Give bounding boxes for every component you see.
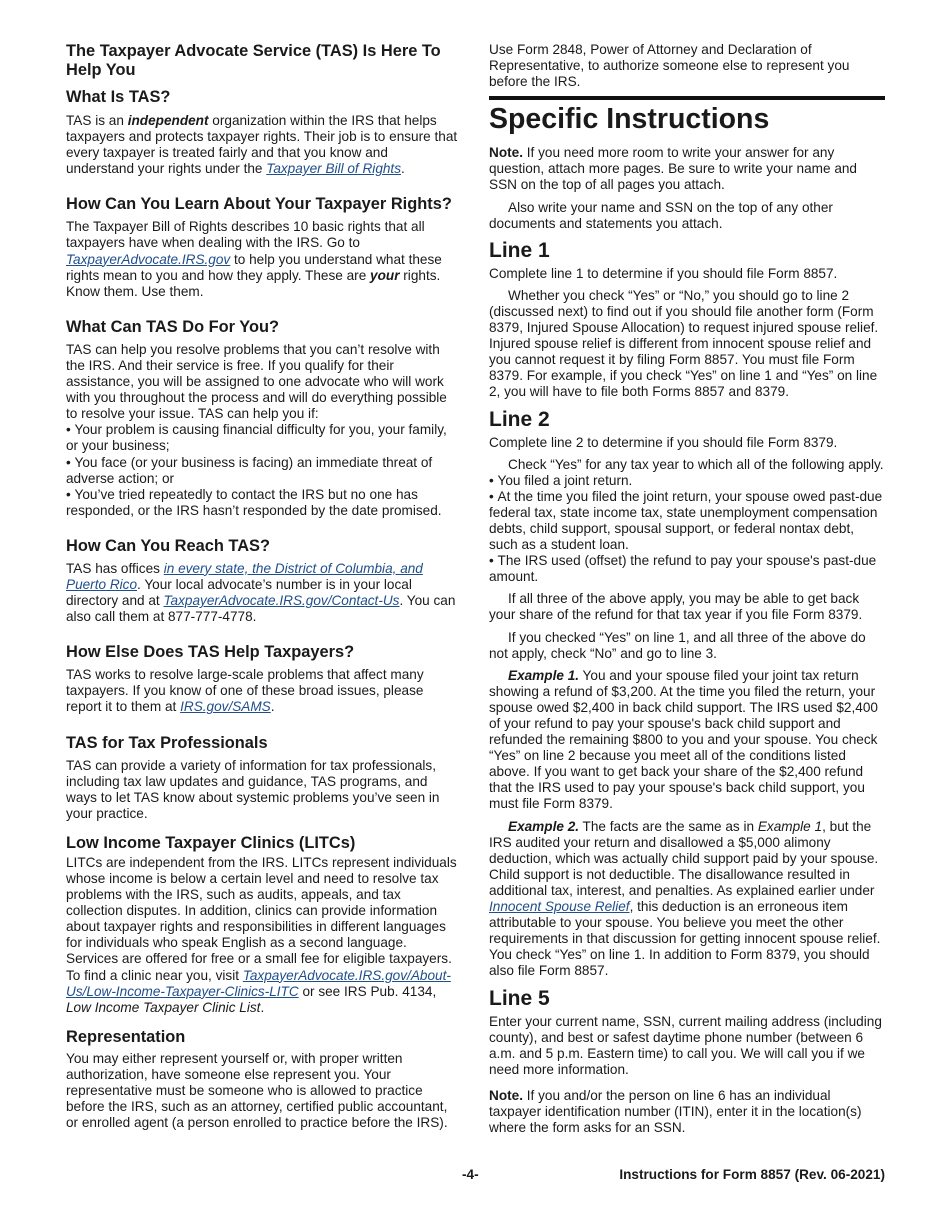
litc-heading: Low Income Taxpayer Clinics (LITCs): [66, 833, 356, 852]
innocent-spouse-relief-link[interactable]: Innocent Spouse Relief: [489, 899, 630, 915]
tax-pros-heading: TAS for Tax Professionals: [66, 733, 268, 752]
line-2-not-apply: If you checked “Yes” on line 1, and all three of the above do not apply, check “No” and go to line 3.: [489, 629, 866, 661]
line-2-all-three: If all three of the above apply, you may be able to get back your share of the refund for that tax year if you file Form 8379.: [489, 591, 863, 623]
taxpayer-bill-of-rights-link[interactable]: Taxpayer Bill of Rights: [266, 161, 402, 177]
example-1-paragraph: Example 1. You and your spouse filed your joint tax return showing a refund of $3,200. At the time you filed the return, your spouse owed $2,400 in back child support. The IRS used $2,400 of your refund to pay your spouse's back child support and refunded the remaining $800 to you and your spouse. You check “Yes” on line 2 because you meet all of the conditions listed above. If you want to get back your share of the $2,400 refund that the IRS used to pay your spouse's back child support, you must file Form 8379.: [489, 667, 878, 812]
list-item: • You’ve tried repeatedly to contact the IRS but no one has responded, or the IRS hasn’t responded by the date promised.: [66, 487, 458, 519]
list-item: • Your problem is causing financial difficulty for you, your family, or your business;: [66, 422, 458, 454]
specific-instructions-title: Specific Instructions: [489, 103, 770, 136]
sams-link[interactable]: IRS.gov/SAMS: [180, 699, 271, 715]
list-item: • You face (or your business is facing) an immediate threat of adverse action; or: [66, 455, 458, 487]
tas-title: The Taxpayer Advocate Service (TAS) Is Here To Help You: [66, 42, 441, 79]
litc-paragraph: LITCs are independent from the IRS. LITCs represent individuals whose income is below a certain level and need to resolve tax problems with the IRS, such as audits, appeals, and tax collection disputes. In addition, clinics can provide information about taxpayer rights and responsibilities in different languages for individuals who speak English as a second language. Services are offered for free or a small fee for eligible taxpayers. To find a clinic near you, visit TaxpayerAdvocate.IRS.gov/About-Us/Low-Income-Taxpayer-Clinics-LITC or see IRS Pub. 4134, Low Income Taxpayer Clinic List.: [66, 854, 457, 1015]
litc-link[interactable]: TaxpayerAdvocate.IRS.gov/About-Us/Low-Income-Taxpayer-Clinics-LITC: [66, 967, 451, 999]
what-is-tas-paragraph: TAS is an independent organization within the IRS that helps taxpayers and protects taxpayer rights. Their job is to ensure that every taxpayer is treated fairly and that you know and understand your rights under the Taxpayer Bill of Rights.: [66, 113, 458, 177]
right-column: [489, 42, 885, 1136]
line-1-title: Line 1: [489, 238, 550, 262]
line-2-intro: Complete line 2 to determine if you should file Form 8379.: [489, 434, 838, 450]
line-5-title: Line 5: [489, 986, 550, 1010]
page-number: -4-: [462, 1167, 479, 1182]
line-1-paragraph: Whether you check “Yes” or “No,” you should go to line 2 (discussed next) to find out if you should file another form (Form 8379, Injured Spouse Allocation) to request injured spouse relief. Injured spouse relief is different from innocent spouse relief and you cannot request it by filing Form 8857. You must file Form 8379. For example, if you check “Yes” on line 1 and “Yes” on line 2, you will have to file both Forms 8857 and 8379.: [489, 287, 879, 400]
line-2-check: Check “Yes” for any tax year to which all of the following apply.: [508, 456, 884, 472]
offices-link[interactable]: in every state, the District of Columbia, and Puerto Rico: [66, 560, 423, 592]
also-paragraph: Also write your name and SSN on the top of any other documents and statements you attach.: [489, 199, 833, 231]
form-2848-paragraph: Use Form 2848, Power of Attorney and Declaration of Representative, to authorize someone else to represent you before the IRS.: [489, 42, 850, 90]
note-itin-paragraph: Note. If you and/or the person on line 6 has an individual taxpayer identification number (ITIN), enter it in the location(s) where the form asks for an SSN.: [489, 1087, 862, 1136]
tas-do-heading: What Can TAS Do For You?: [66, 317, 280, 336]
else-help-heading: How Else Does TAS Help Taxpayers?: [66, 643, 355, 662]
line-5-paragraph: Enter your current name, SSN, current mailing address (including county), and best or safest daytime phone number (between 6 a.m. and 5 p.m. Eastern time) to call you. We will call you if we need more information.: [489, 1013, 882, 1077]
left-column: [66, 42, 458, 1131]
form-footer-title: Instructions for Form 8857 (Rev. 06-2021): [619, 1167, 885, 1182]
note-paragraph: Note. If you need more room to write your answer for any question, attach more pages. Be sure to write your name and SSN on the top of all pages you attach.: [489, 145, 857, 193]
list-item: • You filed a joint return.: [489, 473, 885, 489]
tax-pros-paragraph: TAS can provide a variety of information for tax professionals, including tax law updates and guidance, TAS programs, and ways to let TAS know about systemic problems you’ve seen in your practice.: [66, 757, 440, 821]
contact-us-link[interactable]: TaxpayerAdvocate.IRS.gov/Contact-Us: [163, 593, 400, 609]
reach-tas-heading: How Can You Reach TAS?: [66, 536, 270, 555]
representation-heading: Representation: [66, 1027, 186, 1046]
list-item: • The IRS used (offset) the refund to pay your spouse's past-due amount.: [489, 553, 885, 585]
example-2-paragraph: Example 2. The facts are the same as in Example 1, but the IRS audited your return and disallowed a $5,000 alimony deduction, which was actually child support paid by your spouse. Child support is not deductible. The disallowance resulted in additional tax, interest, and penalties. As explained earlier under Innocent Spouse Relief, this deduction is an erroneous item attributable to your spouse. You believe you meet the other requirements in that discussion for getting innocent spouse relief. You check “Yes” on line 1. In addition to Form 8379, you should also file Form 8857.: [489, 818, 881, 979]
line-2-title: Line 2: [489, 407, 550, 431]
section-rule: [489, 96, 885, 100]
list-item: • At the time you filed the joint return, your spouse owed past-due federal tax, state income tax, state unemployment compensation debts, child support, spousal support, or federal nontax debt, such as a student loan.: [489, 489, 885, 553]
taxpayer-advocate-link[interactable]: TaxpayerAdvocate.IRS.gov: [66, 251, 231, 267]
learn-rights-paragraph: The Taxpayer Bill of Rights describes 10 basic rights that all taxpayers have when dealing with the IRS. Go to TaxpayerAdvocate.IRS.gov to help you understand what these rights mean to you and how they apply. These are your rights. Know them. Use them.: [66, 219, 442, 299]
tas-do-paragraph: TAS can help you resolve problems that you can’t resolve with the IRS. And their service is free. If you qualify for their assistance, you will be assigned to one advocate who will work with you throughout the process and will do everything possible to resolve your issue. TAS can help you if:: [66, 341, 447, 422]
else-help-paragraph: TAS works to resolve large-scale problems that affect many taxpayers. If you know of one of these broad issues, please report it to them at IRS.gov/SAMS.: [66, 667, 424, 715]
learn-rights-heading: How Can You Learn About Your Taxpayer Rights?: [66, 195, 452, 214]
what-is-tas-heading: What Is TAS?: [66, 88, 171, 106]
line-1-intro: Complete line 1 to determine if you should file Form 8857.: [489, 265, 838, 281]
reach-tas-paragraph: TAS has offices in every state, the District of Columbia, and Puerto Rico. Your local advocate’s number is in your local directory and at TaxpayerAdvocate.IRS.gov/Contact-Us. You can also call them at 877-777-4778.: [66, 560, 456, 625]
representation-paragraph: You may either represent yourself or, with proper written authorization, have someone else represent you. Your representative must be someone who is allowed to practice before the IRS, such as an attorney, certified public accountant, or enrolled agent (a person enrolled to practice before the IRS).: [66, 1050, 448, 1131]
